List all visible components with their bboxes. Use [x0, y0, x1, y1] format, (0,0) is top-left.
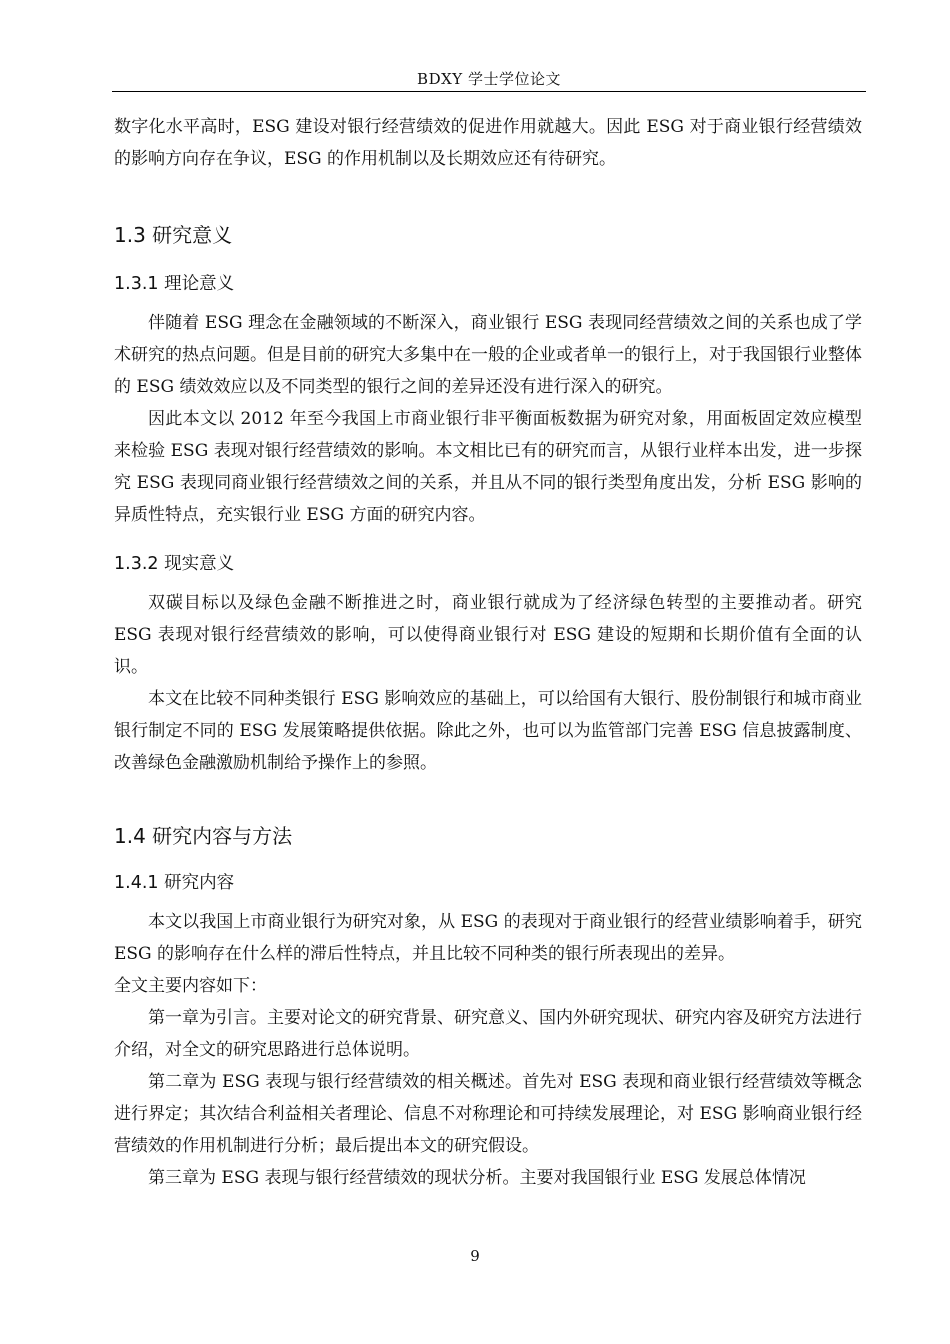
page-body: [114, 111, 862, 1194]
paragraph: 双碳目标以及绿色金融不断推进之时，商业银行就成为了经济绿色转型的主要推动者。研究 ESG 表现对银行经营绩效的影响，可以使得商业银行对 ESG 建设的短期和长期价值有全面的认识。: [114, 593, 862, 677]
header-rule: [112, 91, 866, 92]
running-header: BDXY 学士学位论文: [417, 70, 561, 88]
subsection-heading-1-3-2: 1.3.2 现实意义: [114, 554, 235, 574]
paragraph: 因此本文以 2012 年至今我国上市商业银行非平衡面板数据为研究对象，用面板固定效应模型来检验 ESG 表现对银行经营绩效的影响。本文相比已有的研究而言，从银行业样本出发，进一步探究 ESG 表现同商业银行经营绩效之间的关系，并且从不同的银行类型角度出发，分析 ESG 影响的异质性特点，充实银行业 ESG 方面的研究内容。: [114, 409, 862, 525]
paragraph: 本文在比较不同种类银行 ESG 影响效应的基础上，可以给国有大银行、股份制银行和城市商业银行制定不同的 ESG 发展策略提供依据。除此之外，也可以为监管部门完善 ESG 信息披露制度、改善绿色金融激励机制给予操作上的参照。: [114, 689, 862, 773]
section-heading-1-3: 1.3 研究意义: [114, 223, 233, 247]
paragraph: 全文主要内容如下：: [114, 976, 267, 996]
section-heading-1-4: 1.4 研究内容与方法: [114, 824, 293, 848]
paragraph: 第二章为 ESG 表现与银行经营绩效的相关概述。首先对 ESG 表现和商业银行经营绩效等概念进行界定；其次结合利益相关者理论、信息不对称理论和可持续发展理论，对 ESG 影响商业银行经营绩效的作用机制进行分析；最后提出本文的研究假设。: [114, 1072, 862, 1156]
paragraph: 本文以我国上市商业银行为研究对象，从 ESG 的表现对于商业银行的经营业绩影响着手，研究 ESG 的影响存在什么样的滞后性特点，并且比较不同种类的银行所表现出的差异。: [114, 912, 862, 964]
paragraph: 伴随着 ESG 理念在金融领域的不断深入，商业银行 ESG 表现同经营绩效之间的关系也成了学术研究的热点问题。但是目前的研究大多集中在一般的企业或者单一的银行上，对于我国银行业整体的 ESG 绩效效应以及不同类型的银行之间的差异还没有进行深入的研究。: [114, 313, 862, 397]
paragraph: 第一章为引言。主要对论文的研究背景、研究意义、国内外研究现状、研究内容及研究方法进行介绍，对全文的研究思路进行总体说明。: [114, 1008, 862, 1060]
subsection-heading-1-3-1: 1.3.1 理论意义: [114, 274, 235, 294]
subsection-heading-1-4-1: 1.4.1 研究内容: [114, 873, 235, 893]
page-number: 9: [470, 1247, 480, 1265]
intro-paragraph: 数字化水平高时，ESG 建设对银行经营绩效的促进作用就越大。因此 ESG 对于商业银行经营绩效的影响方向存在争议，ESG 的作用机制以及长期效应还有待研究。: [114, 117, 862, 169]
paragraph: 第三章为 ESG 表现与银行经营绩效的现状分析。主要对我国银行业 ESG 发展总体情况: [148, 1168, 806, 1188]
